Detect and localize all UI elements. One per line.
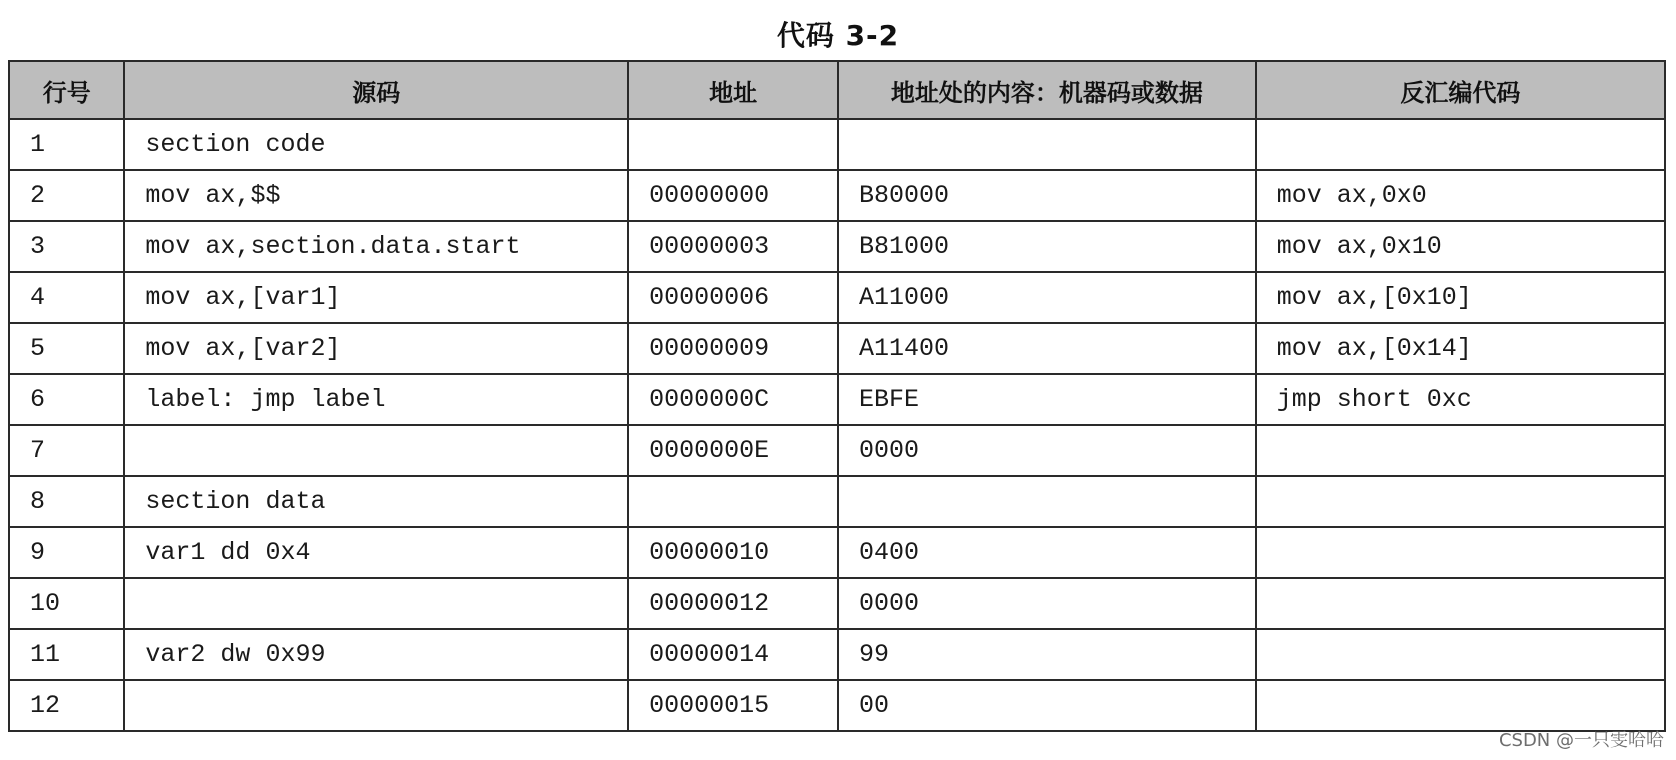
cell-source: section data <box>124 476 628 527</box>
cell-address: 0000000C <box>628 374 838 425</box>
table-row <box>9 578 1665 629</box>
header-disassembly: 反汇编代码 <box>1256 61 1665 119</box>
cell-content: 0400 <box>838 527 1256 578</box>
cell-address: 00000003 <box>628 221 838 272</box>
header-content: 地址处的内容：机器码或数据 <box>838 61 1256 119</box>
table-row <box>9 476 1665 527</box>
cell-address: 00000014 <box>628 629 838 680</box>
header-source: 源码 <box>124 61 628 119</box>
cell-address: 00000012 <box>628 578 838 629</box>
cell-content: A11400 <box>838 323 1256 374</box>
cell-line-number: 3 <box>9 221 124 272</box>
table-row <box>9 629 1665 680</box>
cell-source <box>124 680 628 731</box>
cell-disassembly <box>1256 629 1665 680</box>
cell-source: mov ax,$$ <box>124 170 628 221</box>
table-row <box>9 527 1665 578</box>
cell-disassembly <box>1256 425 1665 476</box>
watermark: CSDN @一只雯哈哈 <box>1498 730 1664 751</box>
cell-disassembly: mov ax,[0x14] <box>1256 323 1665 374</box>
cell-address: 0000000E <box>628 425 838 476</box>
cell-address: 00000006 <box>628 272 838 323</box>
cell-disassembly: mov ax,0x0 <box>1256 170 1665 221</box>
cell-address: 00000009 <box>628 323 838 374</box>
cell-address: 00000015 <box>628 680 838 731</box>
cell-content: 0000 <box>838 425 1256 476</box>
cell-line-number: 9 <box>9 527 124 578</box>
table-row <box>9 272 1665 323</box>
cell-line-number: 11 <box>9 629 124 680</box>
table-row <box>9 323 1665 374</box>
cell-disassembly <box>1256 476 1665 527</box>
cell-content <box>838 476 1256 527</box>
table-row <box>9 170 1665 221</box>
cell-line-number: 4 <box>9 272 124 323</box>
cell-line-number: 12 <box>9 680 124 731</box>
cell-source <box>124 578 628 629</box>
table-row <box>9 680 1665 731</box>
cell-line-number: 1 <box>9 119 124 170</box>
code-table <box>8 60 1666 732</box>
cell-content: 00 <box>838 680 1256 731</box>
cell-source: var2 dw 0x99 <box>124 629 628 680</box>
cell-line-number: 10 <box>9 578 124 629</box>
cell-address <box>628 476 838 527</box>
cell-disassembly: mov ax,[0x10] <box>1256 272 1665 323</box>
cell-disassembly <box>1256 578 1665 629</box>
cell-line-number: 2 <box>9 170 124 221</box>
cell-content: B81000 <box>838 221 1256 272</box>
cell-address: 00000010 <box>628 527 838 578</box>
cell-line-number: 7 <box>9 425 124 476</box>
cell-content: 99 <box>838 629 1256 680</box>
cell-line-number: 6 <box>9 374 124 425</box>
cell-content <box>838 119 1256 170</box>
cell-source: mov ax,[var1] <box>124 272 628 323</box>
cell-address: 00000000 <box>628 170 838 221</box>
table-row <box>9 374 1665 425</box>
cell-line-number: 5 <box>9 323 124 374</box>
cell-content: B80000 <box>838 170 1256 221</box>
table-row <box>9 425 1665 476</box>
cell-disassembly: mov ax,0x10 <box>1256 221 1665 272</box>
cell-disassembly <box>1256 119 1665 170</box>
header-row <box>9 61 1665 119</box>
cell-content: EBFE <box>838 374 1256 425</box>
cell-disassembly <box>1256 527 1665 578</box>
table-row <box>9 119 1665 170</box>
cell-source: mov ax,[var2] <box>124 323 628 374</box>
cell-source: var1 dd 0x4 <box>124 527 628 578</box>
table-title: 代码 3-2 <box>776 19 900 52</box>
cell-source <box>124 425 628 476</box>
cell-source: label: jmp label <box>124 374 628 425</box>
table-row <box>9 221 1665 272</box>
cell-source: mov ax,section.data.start <box>124 221 628 272</box>
cell-line-number: 8 <box>9 476 124 527</box>
cell-content: 0000 <box>838 578 1256 629</box>
cell-disassembly <box>1256 680 1665 731</box>
cell-address <box>628 119 838 170</box>
header-address: 地址 <box>628 61 838 119</box>
cell-content: A11000 <box>838 272 1256 323</box>
cell-disassembly: jmp short 0xc <box>1256 374 1665 425</box>
header-line-number: 行号 <box>9 61 124 119</box>
cell-source: section code <box>124 119 628 170</box>
